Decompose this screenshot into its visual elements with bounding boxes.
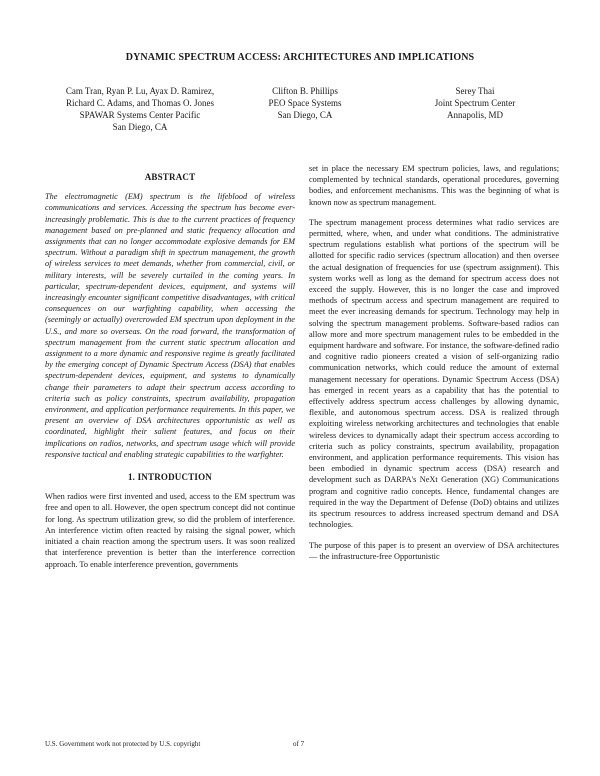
author-affiliation: SPAWAR Systems Center Pacific: [79, 110, 201, 120]
author-line: Cam Tran, Ryan P. Lu, Ayax D. Ramirez,: [65, 86, 215, 96]
abstract-heading: ABSTRACT: [144, 172, 196, 182]
author-location: San Diego, CA: [277, 110, 333, 120]
body-paragraph: set in place the necessary EM spectrum policies, laws, and regulations; complemented by technical standards, operational procedures, governing bodies, and enforcement mechanisms. This was the beginning of what is known now as spectrum management.: [309, 164, 559, 207]
copyright-note: U.S. Government work not protected by U.S. copyright: [45, 740, 201, 748]
author-line: Serey Thai: [455, 86, 495, 96]
abstract-section: [45, 172, 295, 460]
page-number: of 7: [293, 740, 305, 748]
author-affiliation: Joint Spectrum Center: [434, 98, 516, 108]
author-location: Annapolis, MD: [447, 110, 503, 120]
author-line: Clifton B. Phillips: [272, 86, 338, 96]
author-group-jsc: [400, 85, 550, 121]
author-location: San Diego, CA: [112, 122, 168, 132]
abstract-text: The electromagnetic (EM) spectrum is the lifeblood of wireless communications and services. Accessing the spectrum has become ever-increasingly problematic. This is due to the current practices of frequency management based on pre-planned and static frequency allocation and assignments that can no longer accommodate explosive demands for EM spectrum. Without a paradigm shift in spectrum management, the growth of wireless services to meet demands, whether from commercial, civil, or military interests, will be severely curtailed in the coming years. In particular, spectrum-dependent devices, equipment, and systems will increasingly encounter significant competitive disadvantages, with critical consequences on our warfighting capability, when accessing the (seemingly or actually) overcrowded EM spectrum upon deployment in the U.S., and more so overseas. On the road forward, the transformation of spectrum management from the current static spectrum allocation and assignment to a more dynamic and responsive regime is greatly facilitated by the emerging concept of Dynamic Spectrum Access (DSA) that enables spectrum-dependent devices, equipment, and systems to dynamically change their parameters to adapt their spectrum access according to criteria such as policy constraints, spectrum availability, propagation environment, and application performance requirements. In this paper, we present an overview of DSA architectures opportunistic as well as coordinated, highlight their salient features, and focus on their implications on radios, networks, and spectrum usage which will provide responsive tactical and enabling strategic capabilities to the warfighter.: [45, 192, 295, 459]
right-column: [309, 163, 559, 571]
introduction-section: [45, 472, 295, 570]
introduction-heading: 1. INTRODUCTION: [127, 472, 212, 483]
author-line: Richard C. Adams, and Thomas O. Jones: [65, 98, 215, 108]
author-affiliation: PEO Space Systems: [268, 98, 342, 108]
body-paragraph: The purpose of this paper is to present an overview of DSA architectures — the infrastructure-free Opportunistic: [309, 540, 559, 561]
body-paragraph: The spectrum management process determines what radio services are permitted, where, when, and under what conditions. The administrative spectrum regulations establish what portions of the spectrum will be allotted for specific radio services (spectrum allocation) and then oversee the actual designation of frequencies for use (spectrum assignment). This system works well as long as the demand for spectrum access does not exceed the supply. However, this is no longer the case and improved methods of spectrum access and spectrum management are required to meet the ever increasing demands for spectrum. Technology may help in solving the spectrum management problems. Software-based radios can allow more and more spectrum management rules to be embedded in the equipment hardware and software. For instance, the software-defined radio and cognitive radio pioneers created a vision of self-organizing radio communication networks, which could reduce the amount of external management necessary for operations. Dynamic Spectrum Access (DSA) has emerged in recent years as a capability that has the potential to effectively address spectrum access challenges by allowing dynamic, flexible, and autonomous spectrum access. DSA is realized through exploiting wireless networking architectures and technologies that enable wireless devices to dynamically adapt their spectrum access according to criteria such as policy constraints, spectrum availability, propagation environment, and application performance requirements. This vision has been embodied in dynamic spectrum access (DSA) research and development such as DARPA's NeXt Generation (XG) Communications program and cognitive radio concepts. Hence, fundamental changes are required in the way the Department of Defense (DoD) obtains and utilizes its spectrum resources to address increased spectrum demand and DSA technologies.: [309, 217, 559, 530]
introduction-paragraph: When radios were first invented and used, access to the EM spectrum was free and open to all. However, the open spectrum concept did not continue for long. As spectrum utilization grew, so did the problem of interference. An interference victim often reacted by raising the signal power, which initiated a chain reaction among the spectrum users. It was soon realized that interference prevention is better than the interference correction approach. To enable interference prevention, governments: [45, 492, 295, 569]
author-group-spawar: [30, 85, 250, 133]
paper-title: DYNAMIC SPECTRUM ACCESS: ARCHITECTURES AND IMPLICATIONS: [125, 52, 475, 63]
left-column: [45, 172, 295, 579]
author-group-peo: [235, 85, 375, 121]
